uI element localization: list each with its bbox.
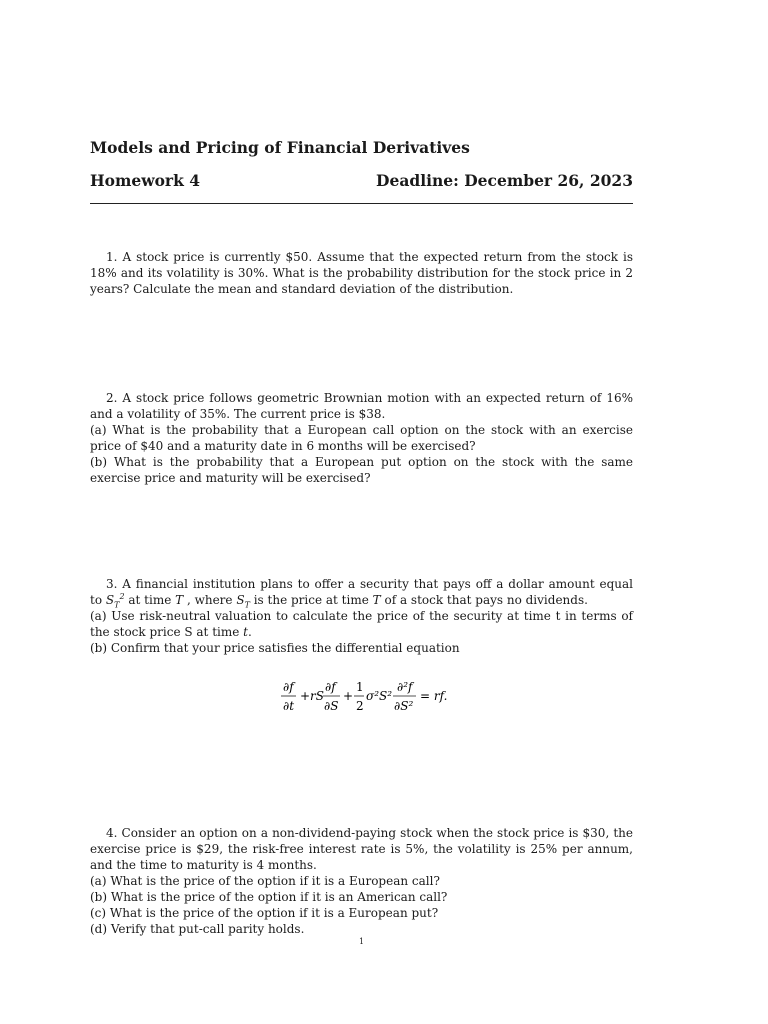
eq-dt-den: ∂t xyxy=(283,699,295,713)
problem-2-intro: 2. A stock price follows geometric Brownian motion with an expected return of 16% and a volatility of 35%. The current price is $38. xyxy=(90,391,633,421)
problem-3-part-b: (b) Confirm that your price satisfies the differential equation xyxy=(90,641,460,655)
math-t: t xyxy=(243,625,248,639)
differential-equation xyxy=(90,678,633,714)
problem-3-intro-text-d: is the price at time xyxy=(249,593,373,607)
problem-4-part-b: (b) What is the price of the option if it is an American call? xyxy=(90,890,448,904)
math-ST: $S_T$ xyxy=(236,593,250,610)
eq-df-num: ∂f xyxy=(283,680,294,694)
problem-1-text: 1. A stock price is currently $50. Assume that the expected return from the stock is 18% and its volatility is 30%. What is the probability distribution for the stock price in 2 years? Calculate the mean and standard deviation of the distribution. xyxy=(90,250,633,296)
eq-sigma2S2: σ²S² xyxy=(366,689,393,703)
eq-half-den: 2 xyxy=(356,699,364,713)
problem-3-intro-text-e: of a stock that pays no dividends. xyxy=(380,593,588,607)
problem-3 xyxy=(90,576,633,656)
eq-plus-2: + xyxy=(343,689,354,703)
problem-3-intro-text-a: 3. A financial institution plans to offer a security that pays off a dollar amount equal to xyxy=(90,577,633,607)
eq-half-num: 1 xyxy=(356,680,364,694)
deadline: Deadline: December 26, 2023 xyxy=(376,171,633,190)
eq-dS-den: ∂S xyxy=(324,699,339,713)
problem-3-intro-text-c: , where xyxy=(183,593,237,607)
homework-label: Homework 4 xyxy=(90,171,201,190)
problem-2-part-b: (b) What is the probability that a European put option on the stock with the same exercise price and maturity will be exercised? xyxy=(90,455,633,485)
problem-4-intro: 4. Consider an option on a non-dividend-paying stock when the stock price is $30, the exercise price is $29, the risk-free interest rate is 5%, the volatility is 25% per annum, and the time to maturity is 4 months. xyxy=(90,826,633,872)
math-T: T xyxy=(175,593,184,607)
problem-3-part-a xyxy=(90,608,633,640)
problem-4 xyxy=(90,825,633,937)
course-title: Models and Pricing of Financial Derivatives xyxy=(90,138,470,157)
math-T-2: T xyxy=(372,593,381,607)
problem-2-part-a: (a) What is the probability that a European call option on the stock with an exercise price of $40 and a maturity date in 6 months will be exercised? xyxy=(90,423,633,453)
eq-df-num-2: ∂f xyxy=(325,680,336,694)
problem-4-part-c: (c) What is the price of the option if it is a European put? xyxy=(90,906,439,920)
math-S: $S_T^2$ xyxy=(105,592,125,610)
eq-plus-1: + xyxy=(300,689,311,703)
document-page xyxy=(90,0,633,1024)
problem-3-part-a-text: (a) Use risk-neutral valuation to calculate the price of the security at time t in terms of the stock price S at time xyxy=(90,609,633,639)
problem-2 xyxy=(90,390,633,486)
problem-3-part-a-end: . xyxy=(247,625,252,639)
problem-4-part-a: (a) What is the price of the option if it is a European call? xyxy=(90,874,440,888)
problem-3-intro xyxy=(90,576,633,608)
header-divider xyxy=(90,203,633,204)
eq-dS2-den: ∂S² xyxy=(394,699,414,713)
eq-rS: rS xyxy=(310,689,324,703)
page-number: 1 xyxy=(358,937,365,946)
problem-1 xyxy=(90,249,633,297)
eq-equals-rf: = rf. xyxy=(420,689,448,703)
problem-3-intro-text-b: at time xyxy=(124,593,176,607)
eq-d2f-num: ∂²f xyxy=(397,680,413,694)
problem-4-part-d: (d) Verify that put-call parity holds. xyxy=(90,922,305,936)
